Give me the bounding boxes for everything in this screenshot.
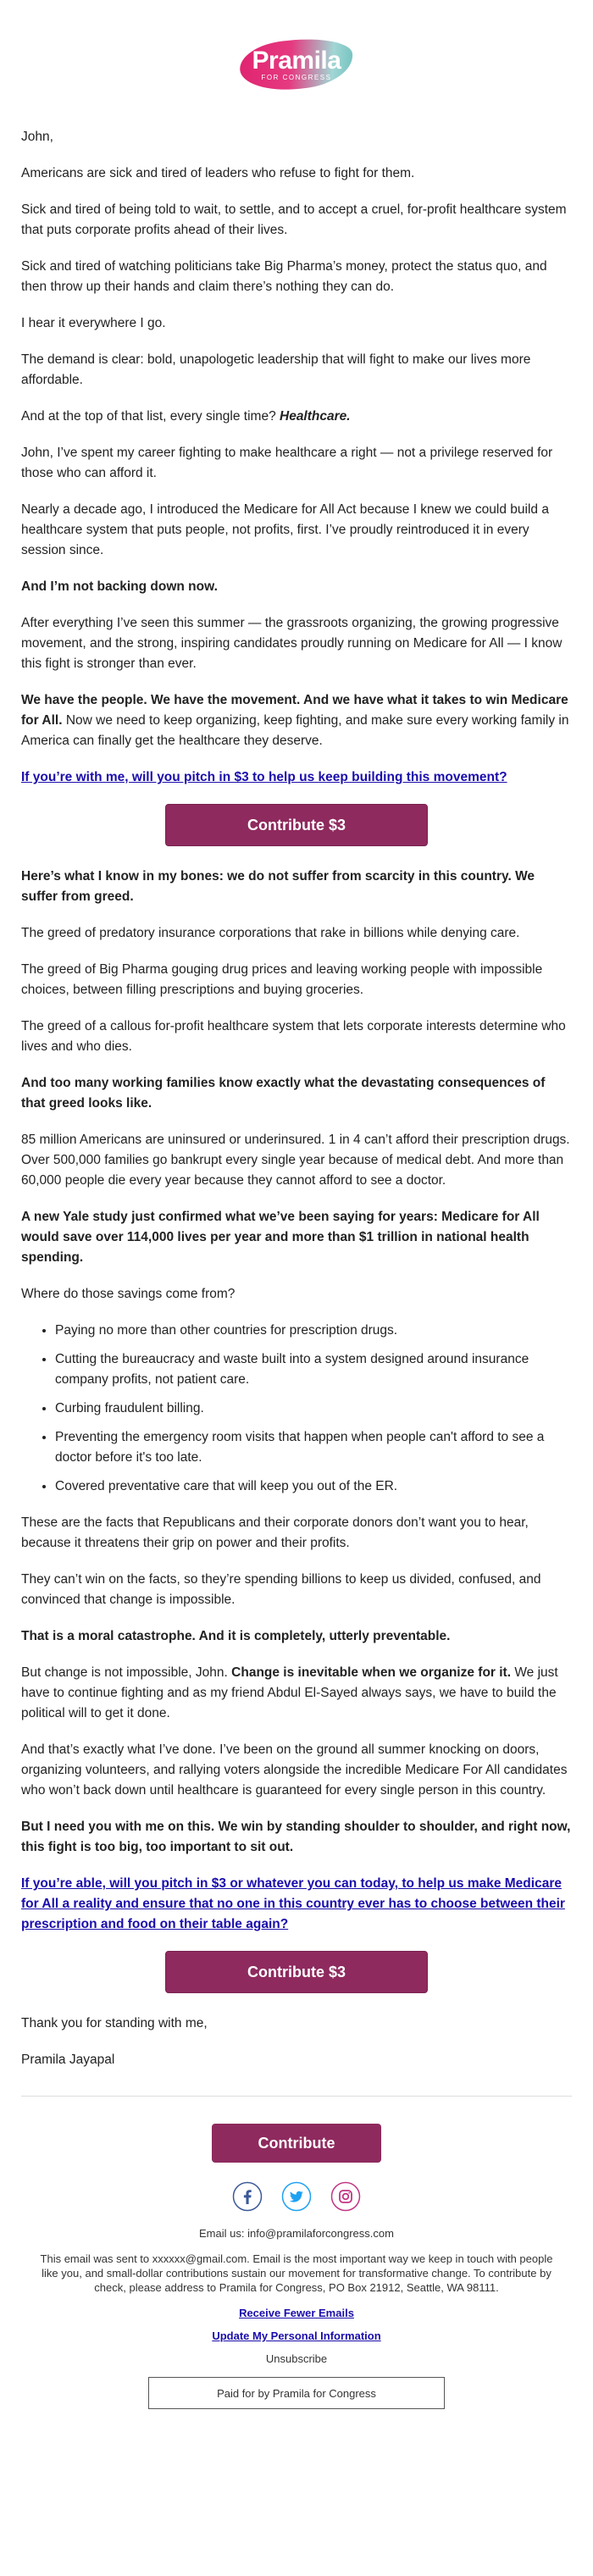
footer	[21, 2227, 572, 2409]
paragraph: The greed of predatory insurance corporations that rake in billions while denying care.	[21, 926, 520, 940]
paragraph	[21, 767, 572, 788]
paragraph: The demand is clear: bold, unapologetic leadership that will fight to make our lives more affordable.	[21, 352, 531, 387]
paragraph-text: Now we need to keep organizing, keep fighting, and make sure every working family in America can finally get the healthcare they deserve.	[21, 713, 569, 748]
button-row	[21, 804, 572, 846]
paragraph: 85 million Americans are uninsured or underinsured. 1 in 4 can’t afford their prescription drugs. Over 500,000 families go bankrupt every single year because of medical debt. And more than 60,000 people die every year because they cannot afford to see a doctor.	[21, 1133, 570, 1188]
paragraph-text: We just have to continue fighting and as my friend Abdul El-Sayed always says, we have to build the political will to get it done.	[21, 1665, 558, 1720]
paragraph: I hear it everywhere I go.	[21, 316, 166, 330]
paragraph: Americans are sick and tired of leaders who refuse to fight for them.	[21, 166, 415, 180]
contribute-3-button[interactable]: Contribute $3	[165, 1951, 428, 1993]
paragraph-bold-part: We have the people. We have the movement. And we have what it takes to win Medicare for All.	[21, 693, 568, 728]
emphasis-healthcare: Healthcare.	[280, 409, 351, 424]
list-item: • Preventing the emergency room visits that happen when people can't afford to see a doctor before it's too late.	[55, 1427, 572, 1468]
paragraph: Where do those savings come from?	[21, 1287, 236, 1301]
paragraph-bold: And I’m not backing down now.	[21, 579, 218, 594]
footer-button-row	[21, 2124, 572, 2163]
footer-divider	[21, 2096, 572, 2097]
paragraph	[21, 1874, 572, 1935]
paragraph-bold: That is a moral catastrophe. And it is completely, utterly preventable.	[21, 1629, 451, 1643]
instagram-icon[interactable]	[330, 2181, 361, 2212]
donate-link-2[interactable]: If you’re able, will you pitch in $3 or whatever you can today, to help us make Medicare for All a reality and ensure that no one in this country ever has to choose between their prescription and food on their table again?	[21, 1876, 565, 1931]
logo-name: Pramila	[252, 46, 341, 75]
paragraph-text: But change is not impossible, John.	[21, 1665, 232, 1680]
receive-fewer-emails-link[interactable]: Receive Fewer Emails	[239, 2307, 354, 2319]
closing: Thank you for standing with me,	[21, 2016, 208, 2030]
paragraph-bold-part: Change is inevitable when we organize for it.	[231, 1665, 512, 1680]
paragraph	[21, 690, 572, 751]
paragraph: Sick and tired of being told to wait, to settle, and to accept a cruel, for-profit healthcare system that puts corporate profits ahead of their lives.	[21, 202, 567, 237]
paragraph-bold: A new Yale study just confirmed what we’ve been saying for years: Medicare for All would save over 114,000 lives per year and more than $1 trillion in national health spending.	[21, 1210, 540, 1265]
paragraph-text: And at the top of that list, every single time?	[21, 409, 280, 424]
contribute-3-button[interactable]: Contribute $3	[165, 804, 428, 846]
paragraph: After everything I’ve seen this summer — the grassroots organizing, the growing progressive movement, and the strong, inspiring candidates proudly running on Medicare for All — I know this fight is stronger than ever.	[21, 616, 563, 671]
logo-subtitle: FOR CONGRESS	[261, 73, 332, 81]
contribute-button[interactable]: Contribute	[212, 2124, 381, 2163]
footer-email: Email us: info@pramilaforcongress.com	[199, 2227, 394, 2240]
signature: Pramila Jayapal	[21, 2052, 115, 2067]
paragraph: The greed of Big Pharma gouging drug prices and leaving working people with impossible choices, between filling prescriptions and buying groceries.	[21, 962, 543, 997]
savings-list	[21, 1321, 572, 1497]
paragraph	[21, 1663, 572, 1724]
list-item: • Cutting the bureaucracy and waste built into a system designed around insurance company profits, not patient care.	[55, 1349, 572, 1390]
paragraph-bold: And too many working families know exactly what the devastating consequences of that greed looks like.	[21, 1076, 546, 1111]
paragraph: Nearly a decade ago, I introduced the Medicare for All Act because I knew we could build a healthcare system that puts people, not profits, first. I’ve proudly reintroduced it in every session since.	[21, 502, 549, 557]
paragraph: And that’s exactly what I’ve done. I’ve been on the ground all summer knocking on doors, organizing volunteers, and rallying voters alongside the incredible Medicare For All candidates who won’t back down until healthcare is guaranteed for every single person in this country.	[21, 1742, 568, 1798]
paragraph: John, I’ve spent my career fighting to make healthcare a right — not a privilege reserved for those who can afford it.	[21, 446, 553, 480]
paragraph: These are the facts that Republicans and their corporate donors don’t want you to hear, because it threatens their grip on power and their profits.	[21, 1515, 529, 1550]
header-logo-area	[21, 0, 572, 127]
twitter-icon[interactable]	[281, 2181, 312, 2212]
paragraph-bold: Here’s what I know in my bones: we do not suffer from scarcity in this country. We suffer from greed.	[21, 869, 535, 904]
list-item: • Curbing fraudulent billing.	[55, 1399, 572, 1419]
bottom-spacer	[21, 2409, 572, 2431]
paragraph	[21, 407, 572, 427]
paragraph: Sick and tired of watching politicians take Big Pharma’s money, protect the status quo, and then throw up their hands and claim there’s nothing they can do.	[21, 259, 547, 294]
campaign-logo	[233, 30, 360, 97]
button-row	[21, 1951, 572, 1993]
donate-link-1[interactable]: If you’re with me, will you pitch in $3 to help us keep building this movement?	[21, 770, 507, 784]
unsubscribe-link[interactable]: Unsubscribe	[265, 2352, 328, 2365]
list-item: • Covered preventative care that will keep you out of the ER.	[55, 1476, 572, 1497]
greeting: John,	[21, 130, 53, 144]
facebook-icon[interactable]	[232, 2181, 263, 2212]
update-info-link[interactable]: Update My Personal Information	[212, 2329, 381, 2342]
paragraph: They can’t win on the facts, so they’re spending billions to keep us divided, confused, and convinced that change is impossible.	[21, 1572, 541, 1607]
paragraph: The greed of a callous for-profit healthcare system that lets corporate interests determine who lives and who dies.	[21, 1019, 566, 1054]
footer-disclaimer: This email was sent to xxxxxx@gmail.com. Email is the most important way we keep in touch with people like you, and small-dollar contributions sustain our movement for transformative change. To contribute by check, please address to Pramila for Congress, PO Box 21912, Seattle, WA 98111.	[40, 2252, 553, 2294]
social-links	[21, 2181, 572, 2212]
list-item: • Paying no more than other countries for prescription drugs.	[55, 1321, 572, 1341]
paid-for-disclaimer: Paid for by Pramila for Congress	[148, 2377, 445, 2409]
paragraph-bold: But I need you with me on this. We win by standing shoulder to shoulder, and right now, this fight is too big, too important to sit out.	[21, 1820, 571, 1854]
